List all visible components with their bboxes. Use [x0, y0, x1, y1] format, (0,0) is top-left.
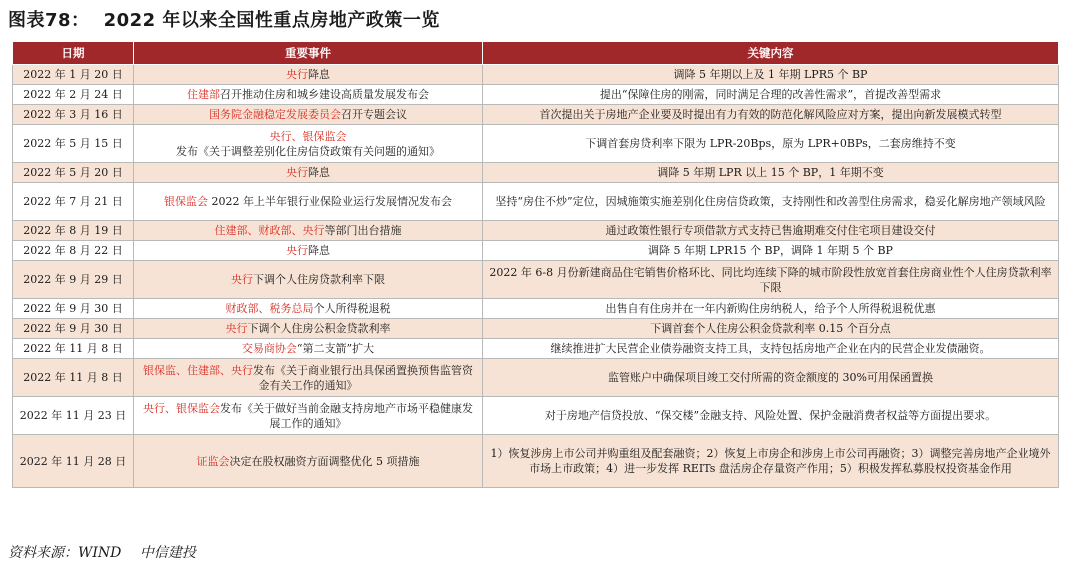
- table-row: [13, 299, 1059, 319]
- cell-date: 2022 年 9 月 30 日: [13, 299, 134, 319]
- figure-label: 图表78：: [8, 10, 90, 31]
- header-content: 关键内容: [483, 42, 1059, 65]
- cell-event: [134, 359, 483, 397]
- cell-date: 2022 年 7 月 21 日: [13, 183, 134, 221]
- event-agency: 银保监、住建部、央行: [143, 363, 253, 377]
- table-row: [13, 319, 1059, 339]
- cell-date: 2022 年 9 月 30 日: [13, 319, 134, 339]
- table-row: [13, 241, 1059, 261]
- table-body: [13, 65, 1059, 488]
- table-row: [13, 261, 1059, 299]
- event-agency: 住建部: [187, 88, 220, 101]
- cell-content: 调降 5 年期以上及 1 年期 LPR5 个 BP: [483, 65, 1059, 85]
- cell-event: [134, 241, 483, 261]
- event-text: 下调个人住房贷款利率下限: [253, 273, 385, 286]
- cell-date: 2022 年 3 月 16 日: [13, 105, 134, 125]
- event-text: 等部门出台措施: [324, 224, 402, 237]
- table-row: [13, 65, 1059, 85]
- table-row: [13, 125, 1059, 163]
- event-text: 发布《关于调整差别化住房信贷政策有关问题的通知》: [176, 144, 440, 158]
- cell-event: [134, 105, 483, 125]
- figure-title-text: 2022 年以来全国性重点房地产政策一览: [103, 10, 440, 31]
- cell-event: [134, 299, 483, 319]
- cell-event: [134, 163, 483, 183]
- cell-content: 1）恢复涉房上市公司并购重组及配套融资；2）恢复上市房企和涉房上市公司再融资；3）调整完善房地产企业境外市场上市政策；4）进一步发挥 REITs 盘活房企存量资产作用；5）积极发挥私募股权投资基金作用: [483, 435, 1059, 488]
- cell-content: 调降 5 年期 LPR15 个 BP，调降 1 年期 5 个 BP: [483, 241, 1059, 261]
- event-agency: 住建部、财政部、央行: [214, 224, 325, 237]
- cell-date: 2022 年 11 月 8 日: [13, 359, 134, 397]
- event-agency: 银保监会: [164, 195, 208, 208]
- cell-date: 2022 年 9 月 29 日: [13, 261, 134, 299]
- event-text: “第二支箭”扩大: [296, 342, 375, 355]
- event-agency: 央行: [286, 244, 308, 257]
- header-event: 重要事件: [134, 42, 483, 65]
- table-row: [13, 435, 1059, 488]
- cell-content: 下调首套个人住房公积金贷款利率 0.15 个百分点: [483, 319, 1059, 339]
- policy-table-container: [12, 41, 1058, 488]
- cell-date: 2022 年 11 月 8 日: [13, 339, 134, 359]
- cell-event: [134, 397, 483, 435]
- table-header-row: [13, 42, 1059, 65]
- table-row: [13, 339, 1059, 359]
- cell-event: [134, 85, 483, 105]
- cell-event: [134, 435, 483, 488]
- cell-event: [134, 319, 483, 339]
- cell-date: 2022 年 2 月 24 日: [13, 85, 134, 105]
- event-text: 召开推动住房和城乡建设高质量发展发布会: [220, 88, 429, 101]
- event-text: 降息: [308, 166, 330, 179]
- cell-event: [134, 261, 483, 299]
- cell-content: 下调首套房贷利率下限为 LPR-20Bps，原为 LPR+0BPs，二套房维持不变: [483, 125, 1059, 163]
- cell-content: 2022 年 6-8 月份新建商品住宅销售价格环比、同比均连续下降的城市阶段性放宽首套住房商业性个人住房贷款利率下限: [483, 261, 1059, 299]
- event-text: 2022 年上半年银行业保险业运行发展情况发布会: [208, 195, 452, 208]
- event-agency: 央行、银保监会: [143, 401, 220, 415]
- cell-event: [134, 221, 483, 241]
- event-agency: 财政部、税务总局: [225, 302, 314, 315]
- figure-title: [8, 6, 440, 32]
- cell-content: 首次提出关于房地产企业要及时提出有力有效的防范化解风险应对方案，提出向新发展模式转型: [483, 105, 1059, 125]
- table-row: [13, 85, 1059, 105]
- event-agency: 央行: [231, 273, 253, 286]
- event-text: 发布《关于做好当前金融支持房地产市场平稳健康发展工作的通知》: [220, 401, 473, 430]
- cell-event: [134, 125, 483, 163]
- event-agency: 央行: [286, 166, 308, 179]
- event-agency: 央行: [286, 68, 308, 81]
- cell-event: [134, 65, 483, 85]
- cell-content: 坚持“房住不炒”定位，因城施策实施差别化住房信贷政策，支持刚性和改善型住房需求，稳妥化解房地产领域风险: [483, 183, 1059, 221]
- cell-date: 2022 年 5 月 20 日: [13, 163, 134, 183]
- event-text: 召开专题会议: [341, 108, 407, 121]
- event-text: 个人所得税退税: [313, 302, 391, 315]
- event-text: 下调个人住房公积金贷款利率: [247, 322, 391, 335]
- event-agency: 央行、银保监会: [269, 129, 347, 143]
- cell-date: 2022 年 5 月 15 日: [13, 125, 134, 163]
- table-row: [13, 163, 1059, 183]
- source-note: 资料来源：WIND 中信建投: [8, 545, 196, 561]
- cell-content: 调降 5 年期 LPR 以上 15 个 BP，1 年期不变: [483, 163, 1059, 183]
- table-row: [13, 359, 1059, 397]
- table-row: [13, 221, 1059, 241]
- header-date: 日期: [13, 42, 134, 65]
- cell-event: [134, 183, 483, 221]
- cell-content: 监管账户中确保项目竣工交付所需的资金额度的 30%可用保函置换: [483, 359, 1059, 397]
- cell-date: 2022 年 8 月 22 日: [13, 241, 134, 261]
- table-row: [13, 397, 1059, 435]
- event-agency: 交易商协会: [241, 342, 297, 355]
- cell-content: 出售自有住房并在一年内新购住房纳税人，给予个人所得税退税优惠: [483, 299, 1059, 319]
- event-agency: 国务院金融稳定发展委员会: [209, 108, 341, 121]
- cell-content: 对于房地产信贷投放、“保交楼”金融支持、风险处置、保护金融消费者权益等方面提出要求。: [483, 397, 1059, 435]
- event-text: 决定在股权融资方面调整优化 5 项措施: [229, 454, 420, 468]
- event-agency: 证监会: [196, 454, 230, 468]
- cell-date: 2022 年 8 月 19 日: [13, 221, 134, 241]
- event-agency: 央行: [225, 322, 248, 335]
- cell-date: 2022 年 11 月 23 日: [13, 397, 134, 435]
- cell-date: 2022 年 11 月 28 日: [13, 435, 134, 488]
- event-text: 降息: [308, 68, 330, 81]
- cell-content: 通过政策性银行专项借款方式支持已售逾期难交付住宅项目建设交付: [483, 221, 1059, 241]
- cell-date: 2022 年 1 月 20 日: [13, 65, 134, 85]
- table-row: [13, 183, 1059, 221]
- policy-table: [12, 41, 1059, 488]
- event-text: 发布《关于商业银行出具保函置换预售监管资金有关工作的通知》: [253, 363, 473, 392]
- cell-content: 继续推进扩大民营企业债券融资支持工具，支持包括房地产企业在内的民营企业发债融资。: [483, 339, 1059, 359]
- table-row: [13, 105, 1059, 125]
- event-text: 降息: [308, 244, 330, 257]
- cell-event: [134, 339, 483, 359]
- cell-content: 提出“保障住房的刚需，同时满足合理的改善性需求”，首提改善型需求: [483, 85, 1059, 105]
